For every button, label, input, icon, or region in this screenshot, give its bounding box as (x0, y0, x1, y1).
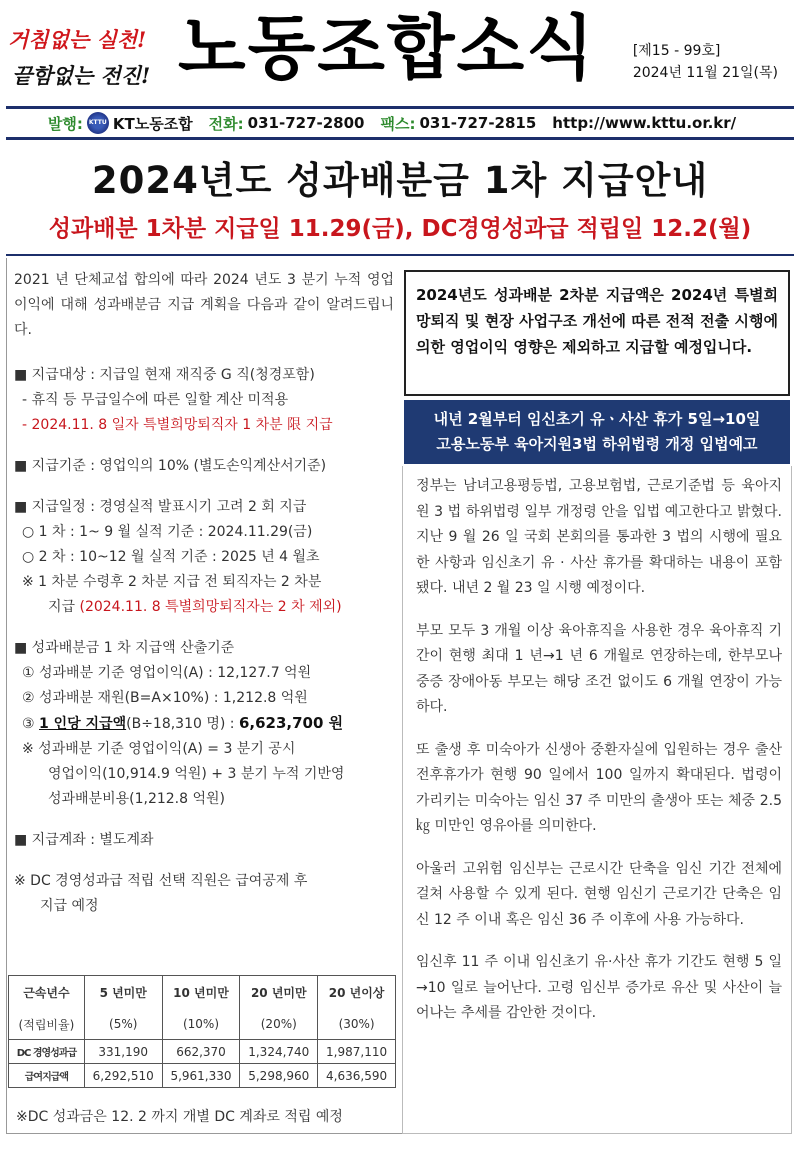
dc-footnote: ※DC 성과금은 12. 2 까지 개별 DC 계좌로 적립 예정 (16, 1109, 343, 1125)
table-header-cell: 20 년미만 (240, 976, 318, 1010)
schedule-note-2a: 지급 (48, 599, 80, 615)
dc-note-2: 지급 예정 (40, 898, 99, 914)
calc-note-1: ※ 성과배분 기준 영업이익(A) = 3 분기 공시 (22, 741, 296, 757)
calc-note-2: 영업이익(10,914.9 억원) + 3 분기 누적 기반영 (48, 766, 345, 782)
fax-number: 031-727-2815 (419, 114, 537, 132)
article-subtitle: 성과배분 1차분 지급일 11.29(금), DC경영성과급 적립일 12.2(월) (48, 216, 752, 242)
table-cell: 1,324,740 (240, 1040, 318, 1064)
phone-label: 전화: (208, 114, 244, 133)
table-header-cell: 근속년수 (9, 976, 85, 1010)
calc-note-3: 성과배분비용(1,212.8 억원) (48, 791, 226, 807)
table-cell: 5,298,960 (240, 1064, 318, 1088)
dc-note-section (14, 869, 394, 919)
phone-number: 031-727-2800 (247, 114, 365, 132)
publisher-label: 발행: (47, 114, 83, 133)
target-item-1: - 휴직 등 무급일수에 따른 일할 계산 미적용 (22, 392, 289, 408)
calculation-section (14, 636, 394, 812)
calc-title: ■ 성과배분금 1 차 지급액 산출기준 (14, 640, 235, 656)
schedule-item-2: ○ 2 차 : 10~12 월 실적 기준 : 2025 년 4 월초 (22, 549, 320, 565)
news-headline-1: 내년 2월부터 임신초기 유ㆍ사산 휴가 5일→10일 (433, 410, 761, 428)
calc-item-2: ② 성과배분 재원(B=A×10%) : 1,212.8 억원 (22, 690, 308, 706)
news-paragraph-3: 또 출생 후 미숙아가 신생아 중환자실에 입원하는 경우 출산전후휴가가 현행 90 일에서 100 일까지 확대된다. 법령이 가리키는 미숙아는 임신 37 주 미만의 출생아 또는 체중 2.5 ㎏ 미만인 영유아를 의미한다. (416, 741, 782, 834)
table-header-row (9, 976, 396, 1010)
news-paragraph-2: 부모 모두 3 개월 이상 육아휴직을 사용한 경우 육아휴직 기간이 현행 최대 1 년→1 년 6 개월로 연장하는데, 한부모나 중증 장애아동 부모는 해당 조건 없이도 6 개월 연장이 가능하다. (416, 622, 782, 715)
table-cell: 1,987,110 (318, 1040, 396, 1064)
table-cell: 4,636,590 (318, 1064, 396, 1088)
table-row-label: DC 경영성과급 (9, 1040, 85, 1064)
dc-payment-table (8, 975, 396, 1088)
news-paragraph-1: 정부는 남녀고용평등법, 고용보험법, 근로기준법 등 육아지원 3 법 하위법령 일부 개정령 안을 입법 예고한다고 밝혔다. 지난 9 월 26 일 국회 본회의를 통과한 3 법의 시행에 필요한 사항과 임신초기 유 · 사산 휴가를 확대하는 내용이 포함됐다. 내년 2 월 23 일 시행 예정이다. (416, 478, 782, 596)
right-column (416, 474, 782, 1044)
standard-text: ■ 지급기준 : 영업익의 10% (별도손익계산서기준) (14, 458, 327, 474)
calc-item-3 (14, 711, 394, 737)
table-row-label: 급여지급액 (9, 1064, 85, 1088)
intro-text: 2021 년 단체교섭 합의에 따라 2024 년도 3 분기 누적 영업이익에 대해 성과배분금 지급 계획을 다음과 같이 알려드립니다. (14, 272, 394, 338)
table-row (9, 1064, 396, 1088)
calc-item-1: ① 성과배분 기준 영업이익(A) : 12,127.7 억원 (22, 665, 312, 681)
news-headline-box (404, 400, 790, 464)
news-paragraph-4: 아울러 고위험 임신부는 근로시간 단축을 임신 기간 전체에 걸쳐 사용할 수 있게 된다. 현행 임신기 근로기간 단축은 임신 12 주 이내 혹은 임신 36 주 이후에 사용 가능하다. (416, 860, 782, 928)
article-title: 2024년도 성과배분금 1차 지급안내 (91, 159, 709, 202)
dc-note-1: ※ DC 경영성과급 적립 선택 직원은 급여공제 후 (14, 873, 308, 889)
slogan-line-2: 끝함없는 전진! (12, 63, 151, 88)
table-subheader-cell: (5%) (84, 1010, 162, 1040)
table-header-cell: 10 년미만 (162, 976, 240, 1010)
payment-target-section (14, 363, 394, 438)
issue-date: 2024년 11월 21일(목) (632, 65, 778, 81)
schedule-note-1: ※ 1 차분 수령후 2 차분 지급 전 퇴직자는 2 차분 (22, 574, 322, 590)
table-subheader-row (9, 1010, 396, 1040)
table-header-cell: 20 년이상 (318, 976, 396, 1010)
per-person-amount: 6,623,700 원 (238, 714, 344, 732)
left-column (14, 268, 394, 935)
schedule-note-2 (14, 595, 394, 620)
table-cell: 662,370 (162, 1040, 240, 1064)
contact-bar (6, 106, 794, 140)
table-row (9, 1040, 396, 1064)
slogan (8, 22, 178, 94)
account-text: ■ 지급계좌 : 별도계좌 (14, 832, 154, 848)
second-payment-notice: 2024년도 성과배분 2차분 지급액은 2024년 특별희망퇴직 및 현장 사업구조 개선에 따른 전적 전출 시행에 의한 영업이익 영향은 제외하고 지급할 예정입니다. (404, 270, 790, 396)
table-header-cell: 5 년미만 (84, 976, 162, 1010)
issue-info (633, 40, 778, 84)
schedule-note-2b: (2024.11. 8 특별희망퇴직자는 2 차 제외) (79, 599, 342, 615)
table-cell: 331,190 (84, 1040, 162, 1064)
target-title: ■ 지급대상 : 지급일 현재 재직중 G 직(청경포함) (14, 367, 315, 383)
calc-item-3-num: ③ (22, 716, 40, 732)
schedule-item-1: ○ 1 차 : 1~ 9 월 실적 기준 : 2024.11.29(금) (22, 524, 313, 540)
news-headline-2: 고용노동부 육아지원3법 하위법령 개정 입법예고 (436, 435, 758, 453)
fax-label: 팩스: (380, 114, 416, 133)
payment-standard-section (14, 454, 394, 479)
table-subheader-cell: (20%) (240, 1010, 318, 1040)
slogan-line-1: 거침없는 실천! (8, 27, 147, 52)
website-link[interactable]: http://www.kttu.or.kr/ (552, 114, 737, 132)
kttu-logo-icon: KTTU (87, 112, 109, 134)
table-subheader-cell: (적립비율) (9, 1010, 85, 1040)
table-cell: 5,961,330 (162, 1064, 240, 1088)
masthead-title: 노동조합소식 (178, 7, 596, 89)
schedule-title: ■ 지급일정 : 경영실적 발표시기 고려 2 회 지급 (14, 499, 307, 515)
target-item-2: - 2024.11. 8 일자 특별희망퇴직자 1 차분 限 지급 (22, 417, 333, 433)
table-subheader-cell: (30%) (318, 1010, 396, 1040)
news-paragraph-5: 임신후 11 주 이내 임신초기 유·사산 휴가 기간도 현행 5 일→10 일로 늘어난다. 고령 임신부 증가로 유산 및 사산이 늘어나는 추세를 감안한 것이다. (416, 954, 782, 1021)
account-section (14, 828, 394, 853)
table-cell: 6,292,510 (84, 1064, 162, 1088)
per-person-amount-label: 1 인당 지급액 (39, 716, 127, 732)
table-subheader-cell: (10%) (162, 1010, 240, 1040)
issue-number: [제15 - 99호] (632, 43, 721, 59)
publisher-name: KT노동조합 (112, 114, 193, 133)
divider (6, 254, 794, 256)
per-person-formula: (B÷18,310 명) : (126, 716, 239, 732)
payment-schedule-section (14, 495, 394, 620)
